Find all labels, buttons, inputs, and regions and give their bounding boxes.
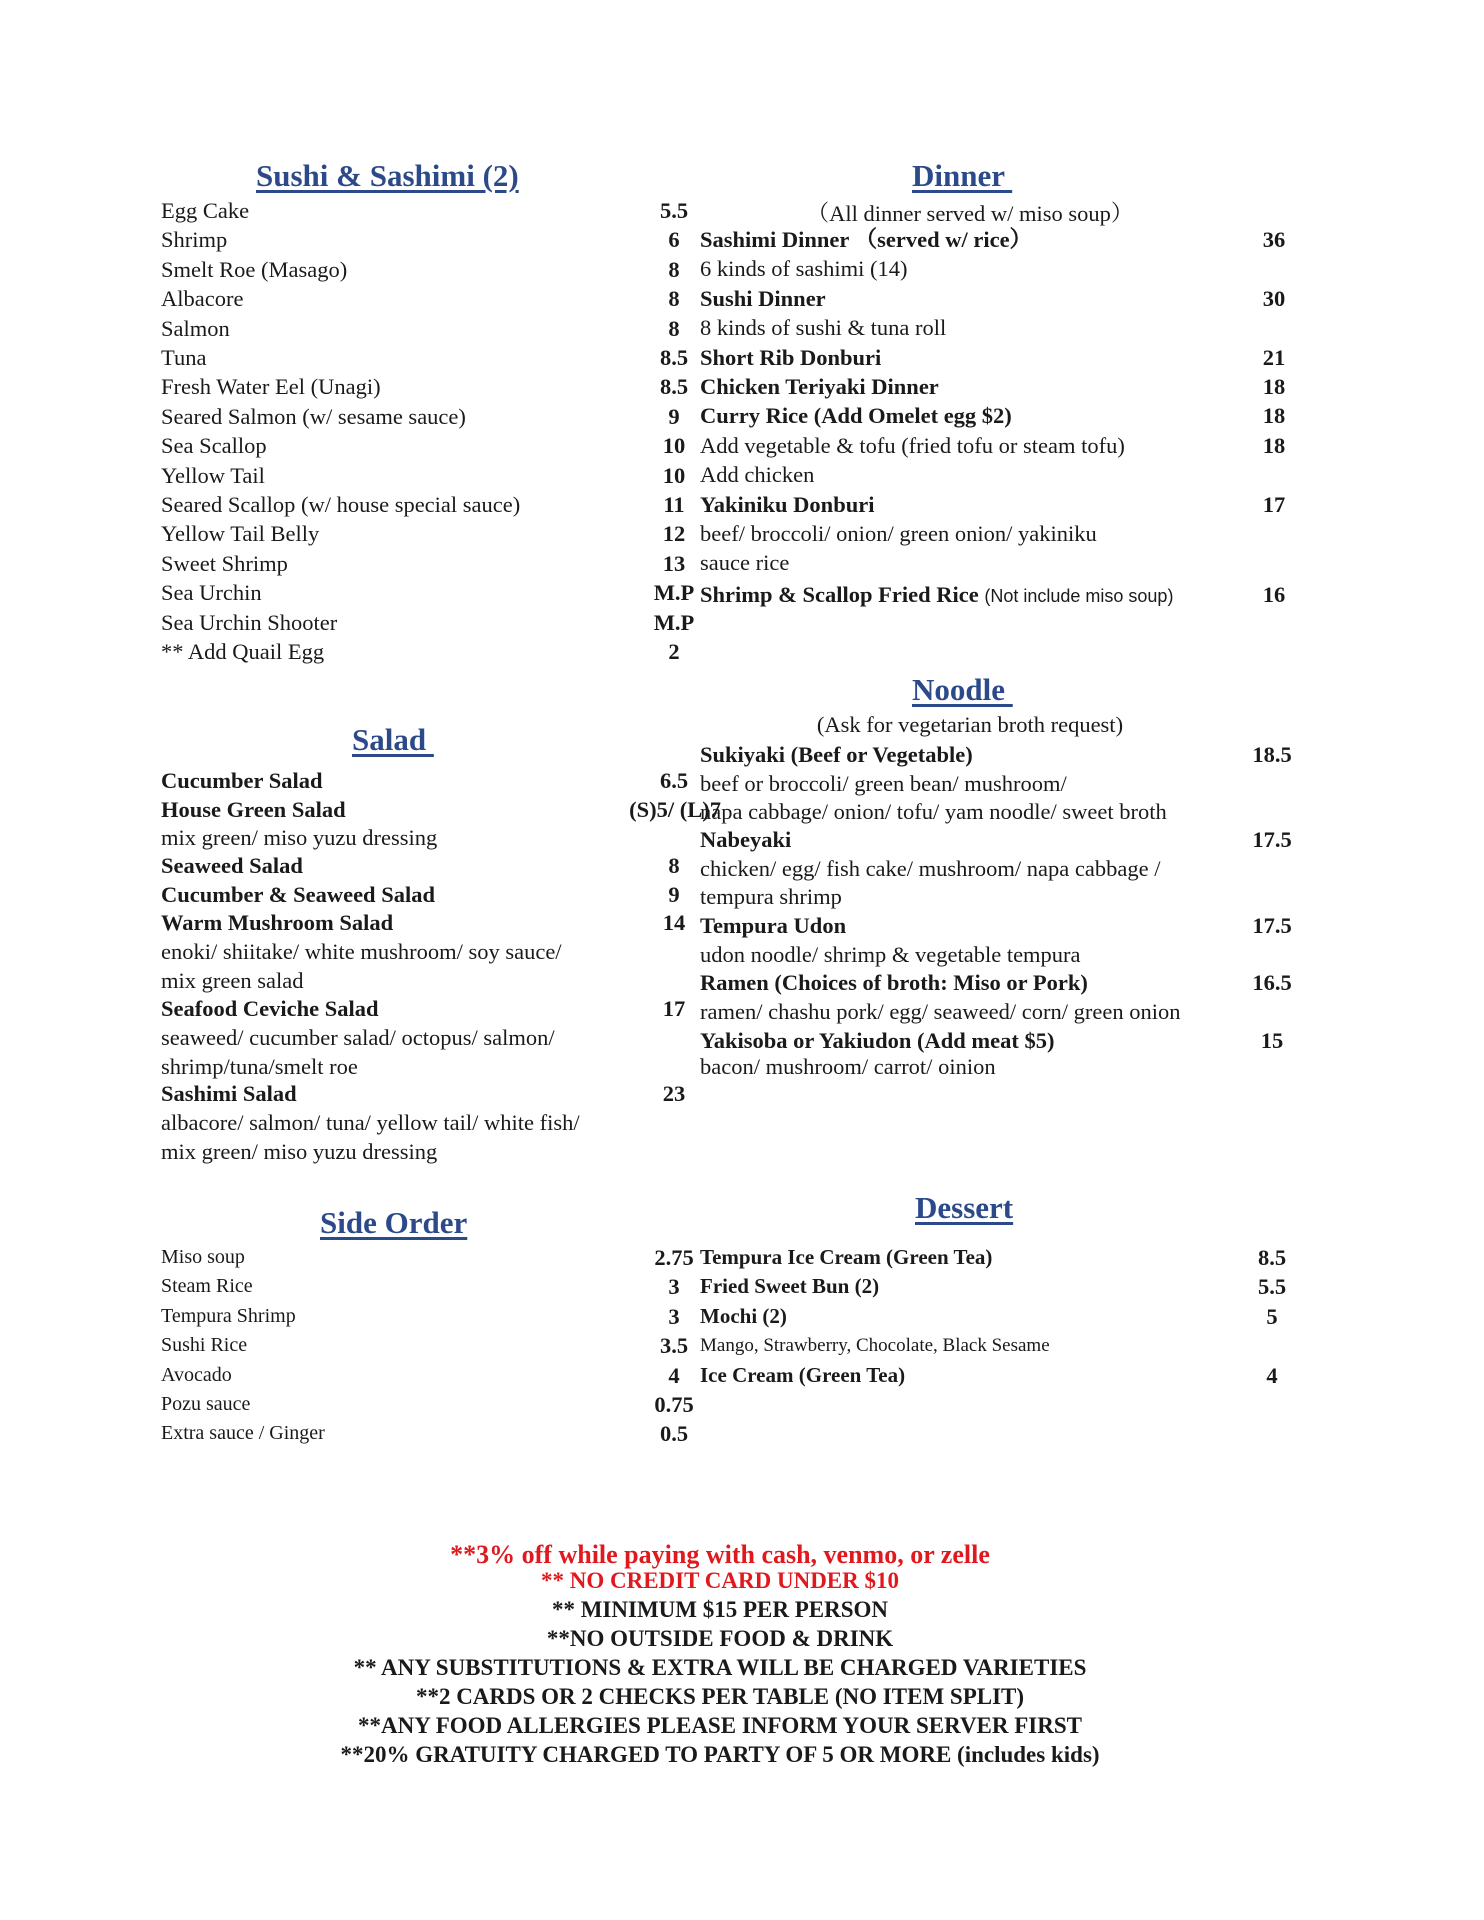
- menu-row: [161, 490, 701, 519]
- item-price: 13: [662, 550, 686, 576]
- menu-row: [161, 1419, 701, 1448]
- menu-row: [161, 284, 701, 313]
- item-name: Sushi Rice: [161, 1334, 248, 1357]
- menu-row: [161, 966, 701, 995]
- fried-rice-label: Shrimp & Scallop Fried Rice: [700, 582, 979, 607]
- menu-row: [700, 1052, 1300, 1081]
- item-price: 12: [662, 521, 686, 547]
- item-price: 2.75: [654, 1245, 694, 1270]
- item-price: 30: [1262, 285, 1286, 311]
- item-price: 9: [668, 403, 680, 429]
- menu-row: [700, 911, 1300, 940]
- menu-row: [700, 740, 1300, 769]
- menu-row: [161, 372, 701, 401]
- menu-row: [161, 1331, 701, 1360]
- menu-row: [700, 313, 1300, 342]
- dessert-section-title: Dessert: [915, 1190, 1014, 1225]
- item-name: Short Rib Donburi: [700, 344, 882, 370]
- menu-row: [161, 196, 701, 225]
- item-name: ramen/ chashu pork/ egg/ seaweed/ corn/ green onion: [700, 999, 1181, 1024]
- item-name: Sushi Dinner: [700, 285, 826, 311]
- item-name: Cucumber Salad: [161, 768, 323, 793]
- item-price: 18.5: [1252, 742, 1292, 767]
- item-name: albacore/ salmon/ tuna/ yellow tail/ white fish/: [161, 1110, 580, 1135]
- item-price: 21: [1262, 344, 1286, 370]
- item-name: Miso soup: [161, 1246, 245, 1268]
- item-name: Seared Salmon (w/ sesame sauce): [161, 403, 466, 429]
- sushi-section-title: Sushi & Sashimi (2): [256, 158, 519, 193]
- item-name: Yakiniku Donburi: [700, 491, 875, 517]
- menu-row: [161, 766, 701, 795]
- item-name: Mochi (2): [700, 1303, 787, 1328]
- item-name: chicken/ egg/ fish cake/ mushroom/ napa cabbage /: [700, 856, 1161, 881]
- fried-rice-price: 16: [1262, 582, 1286, 607]
- item-price: 6: [668, 227, 680, 253]
- noodle-subtitle: (Ask for vegetarian broth request): [816, 712, 1124, 737]
- item-name: Chicken Teriyaki Dinner: [700, 374, 939, 399]
- item-name: Fried Sweet Bun (2): [700, 1274, 880, 1299]
- item-name: bacon/ mushroom/ carrot/ oinion: [700, 1054, 996, 1079]
- item-name: Ice Cream (Green Tea): [700, 1362, 906, 1387]
- item-name: Albacore: [161, 286, 244, 312]
- item-price: 17.5: [1252, 827, 1292, 852]
- item-name: Extra sauce / Ginger: [161, 1422, 325, 1445]
- dinner-subtitle: （All dinner served w/ miso soup）: [806, 201, 1134, 226]
- item-price: 9: [668, 882, 680, 907]
- item-price: 8.5: [659, 345, 689, 370]
- item-name: Smelt Roe (Masago): [161, 256, 348, 282]
- menu-row: [161, 431, 701, 460]
- item-name: beef/ broccoli/ onion/ green onion/ yakiniku: [700, 521, 1097, 546]
- menu-row: [161, 1079, 701, 1108]
- menu-row: [161, 937, 701, 966]
- fried-rice-name: [700, 580, 1173, 611]
- footer-notice: ** MINIMUM $15 PER PERSON: [551, 1597, 889, 1622]
- item-name: Sweet Shrimp: [161, 550, 288, 576]
- menu-row: [161, 851, 701, 880]
- menu-row: [700, 854, 1300, 883]
- menu-row: [700, 882, 1300, 911]
- menu-row: [700, 940, 1300, 969]
- item-name: Tuna: [161, 345, 207, 370]
- item-name: mix green/ miso yuzu dressing: [161, 1139, 438, 1164]
- noodle-section-title: Noodle: [912, 672, 1013, 707]
- item-name: mix green salad: [161, 968, 304, 993]
- footer-notice: **3% off while paying with cash, venmo, or zelle: [450, 1540, 990, 1569]
- footer-notice: **20% GRATUITY CHARGED TO PARTY OF 5 OR MORE (includes kids): [340, 1742, 1100, 1767]
- menu-row: [161, 549, 701, 578]
- item-name: shrimp/tuna/smelt roe: [161, 1054, 358, 1079]
- menu-row: [700, 284, 1300, 313]
- menu-row: [700, 997, 1300, 1026]
- menu-row: [161, 461, 701, 490]
- item-name: mix green/ miso yuzu dressing: [161, 825, 438, 850]
- item-name: Steam Rice: [161, 1275, 253, 1298]
- item-name: Tempura Udon: [700, 913, 847, 938]
- item-price: 4: [668, 1362, 680, 1388]
- item-name: udon noodle/ shrimp & vegetable tempura: [700, 942, 1081, 967]
- item-price: 4: [1266, 1362, 1278, 1388]
- item-price: 23: [662, 1081, 686, 1106]
- item-price: 15: [1260, 1028, 1284, 1053]
- menu-row: [161, 402, 701, 431]
- item-price: 18: [1262, 374, 1286, 399]
- item-name: Yellow Tail: [161, 462, 265, 488]
- menu-row: [700, 1272, 1300, 1301]
- side-section-title: Side Order: [320, 1205, 468, 1240]
- menu-row: [161, 1137, 701, 1166]
- item-price: M.P: [653, 580, 695, 606]
- item-name: House Green Salad: [161, 797, 346, 822]
- item-price: (S)5/ (L)7: [629, 797, 721, 822]
- item-name: Shrimp: [161, 227, 228, 253]
- item-price: 18: [1262, 432, 1286, 458]
- menu-row: [700, 797, 1300, 826]
- footer-notice: **2 CARDS OR 2 CHECKS PER TABLE (NO ITEM SPLIT): [415, 1684, 1025, 1709]
- menu-row: [161, 994, 701, 1023]
- item-price: 8.5: [1257, 1245, 1287, 1270]
- item-name: 8 kinds of sushi & tuna roll: [700, 315, 947, 341]
- item-name: Sea Urchin Shooter: [161, 609, 338, 635]
- menu-row: [161, 1052, 701, 1081]
- item-price: 0.75: [654, 1392, 694, 1417]
- item-name: Avocado: [161, 1363, 232, 1386]
- item-name: Seaweed Salad: [161, 853, 303, 878]
- item-name: Sea Urchin: [161, 580, 262, 606]
- item-name: Sashimi Dinner （served w/ rice）: [700, 227, 1033, 252]
- menu-row: [161, 343, 701, 372]
- menu-row: [700, 1331, 1300, 1360]
- item-price: M.P: [653, 609, 695, 635]
- item-name: napa cabbage/ onion/ tofu/ yam noodle/ sweet broth: [700, 799, 1167, 824]
- salad-section-title: Salad: [352, 722, 434, 757]
- item-name: Sashimi Salad: [161, 1081, 297, 1106]
- item-price: 8: [668, 286, 680, 312]
- item-price: 17: [662, 996, 686, 1021]
- menu-row: [161, 908, 701, 937]
- menu-row: [161, 608, 701, 637]
- menu-row: [700, 225, 1300, 254]
- dinner-section-title: Dinner: [912, 158, 1013, 193]
- menu-row: [700, 1302, 1300, 1331]
- item-price: 2: [668, 639, 680, 664]
- menu-row: [161, 1390, 701, 1419]
- item-name: tempura shrimp: [700, 884, 842, 909]
- menu-row: [700, 1026, 1300, 1055]
- menu-row: [161, 225, 701, 254]
- item-price: 8.5: [659, 374, 689, 400]
- item-price: 5: [1266, 1303, 1278, 1329]
- item-name: beef or broccoli/ green bean/ mushroom/: [700, 771, 1067, 796]
- item-name: seaweed/ cucumber salad/ octopus/ salmon/: [161, 1025, 555, 1050]
- menu-row: [161, 578, 701, 607]
- item-price: 14: [662, 910, 686, 935]
- item-price: 0.5: [659, 1421, 689, 1447]
- item-name: Mango, Strawberry, Chocolate, Black Sesame: [700, 1335, 1050, 1357]
- item-price: 10: [662, 433, 686, 459]
- menu-row: [700, 968, 1300, 997]
- item-name: Tempura Shrimp: [161, 1304, 296, 1327]
- menu-row: [700, 431, 1300, 460]
- menu-row: [161, 255, 701, 284]
- menu-row: [700, 769, 1300, 798]
- item-name: Tempura Ice Cream (Green Tea): [700, 1245, 993, 1269]
- menu-row: [161, 1108, 701, 1137]
- item-price: 17: [1262, 491, 1286, 517]
- menu-row: [700, 490, 1300, 519]
- menu-row: [161, 823, 701, 852]
- item-name: Cucumber & Seaweed Salad: [161, 882, 435, 907]
- item-name: sauce rice: [700, 550, 790, 576]
- menu-row: [700, 401, 1300, 430]
- item-name: Egg Cake: [161, 198, 250, 223]
- item-name: Yakisoba or Yakiudon (Add meat $5): [700, 1028, 1055, 1053]
- item-name: Sukiyaki (Beef or Vegetable): [700, 742, 973, 767]
- footer-notice: **NO OUTSIDE FOOD & DRINK: [546, 1626, 894, 1651]
- item-price: 3: [668, 1303, 680, 1329]
- item-name: ** Add Quail Egg: [161, 639, 325, 664]
- menu-row: [700, 548, 1300, 577]
- item-name: Pozu sauce: [161, 1393, 251, 1415]
- dinner-last-row: [700, 580, 1300, 609]
- menu-row: [161, 519, 701, 548]
- menu-row: [161, 637, 701, 666]
- menu-row: [161, 314, 701, 343]
- item-price: 8: [668, 256, 680, 282]
- item-price: 8: [668, 853, 680, 878]
- fried-rice-note: (Not include miso soup): [984, 586, 1174, 606]
- item-price: 8: [668, 315, 680, 341]
- footer-notice: ** ANY SUBSTITUTIONS & EXTRA WILL BE CHARGED VARIETIES: [353, 1655, 1087, 1680]
- item-name: Salmon: [161, 315, 230, 341]
- item-name: Curry Rice (Add Omelet egg $2): [700, 403, 1012, 429]
- menu-row: [700, 825, 1300, 854]
- menu-row: [700, 519, 1300, 548]
- footer-notice: ** NO CREDIT CARD UNDER $10: [540, 1568, 900, 1593]
- menu-row: [161, 1361, 701, 1390]
- menu-row: [700, 343, 1300, 372]
- item-price: 16.5: [1252, 970, 1292, 995]
- menu-row: [700, 1243, 1300, 1272]
- item-price: 11: [663, 492, 685, 517]
- menu-row: [700, 1361, 1300, 1390]
- item-name: Nabeyaki: [700, 827, 792, 852]
- item-name: 6 kinds of sashimi (14): [700, 256, 908, 282]
- item-name: Add vegetable & tofu (fried tofu or steam tofu): [700, 432, 1125, 458]
- item-price: 5.5: [1257, 1274, 1287, 1300]
- menu-row: [161, 1272, 701, 1301]
- menu-row: [700, 460, 1300, 489]
- item-price: 36: [1262, 227, 1286, 252]
- footer-notice: **ANY FOOD ALLERGIES PLEASE INFORM YOUR SERVER FIRST: [357, 1713, 1082, 1738]
- item-price: 18: [1262, 403, 1286, 429]
- item-price: 10: [662, 462, 686, 488]
- menu-row: [700, 372, 1300, 401]
- item-name: enoki/ shiitake/ white mushroom/ soy sauce/: [161, 939, 562, 964]
- menu-row: [161, 880, 701, 909]
- menu-row: [161, 795, 721, 824]
- item-price: 3: [668, 1274, 680, 1300]
- item-name: Warm Mushroom Salad: [161, 910, 394, 935]
- item-name: Fresh Water Eel (Unagi): [161, 374, 381, 400]
- item-price: 5.5: [659, 198, 689, 223]
- item-name: Yellow Tail Belly: [161, 521, 320, 547]
- item-name: Ramen (Choices of broth: Miso or Pork): [700, 970, 1088, 995]
- item-name: Seared Scallop (w/ house special sauce): [161, 492, 521, 517]
- menu-row: [161, 1302, 701, 1331]
- item-name: Seafood Ceviche Salad: [161, 996, 379, 1021]
- menu-row: [161, 1023, 701, 1052]
- menu-row: [161, 1243, 701, 1272]
- item-price: 6.5: [659, 768, 689, 793]
- menu-row: [700, 254, 1300, 283]
- item-name: Sea Scallop: [161, 433, 267, 459]
- item-name: Add chicken: [700, 462, 815, 488]
- item-price: 17.5: [1252, 913, 1292, 938]
- item-price: 3.5: [659, 1333, 689, 1359]
